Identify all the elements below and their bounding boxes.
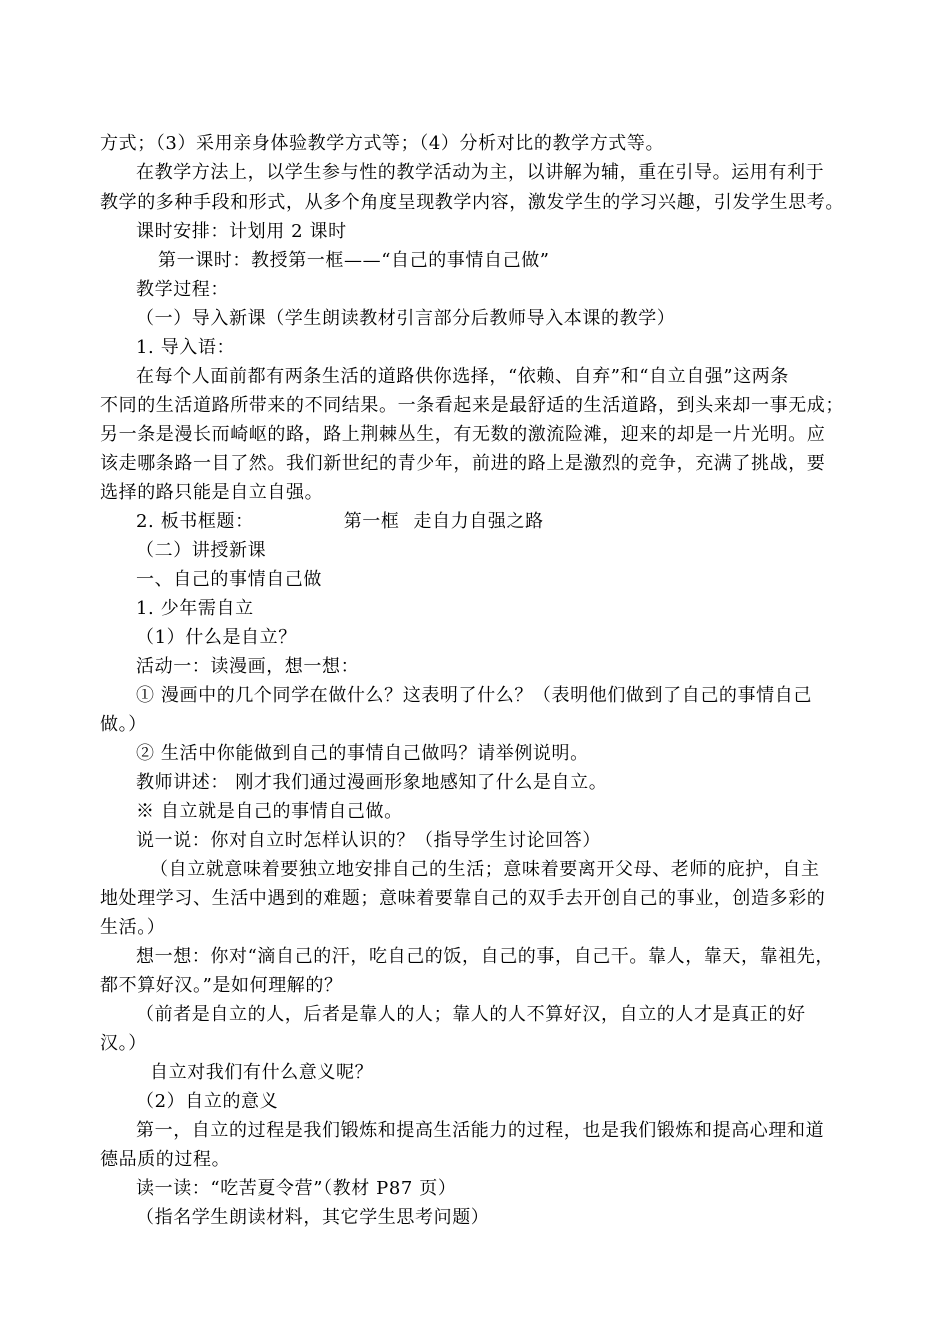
- text-line: 一、自己的事情自己做: [136, 569, 322, 590]
- text-line: 第一，自立的过程是我们锻炼和提高生活能力的过程，也是我们锻炼和提高心理和道: [136, 1120, 825, 1141]
- text-line: 不同的生活道路所带来的不同结果。一条看起来是最舒适的生活道路，到头来却一事无成；: [100, 395, 844, 416]
- text-line: （二）讲授新课: [136, 540, 267, 561]
- text-line: 汉。）: [100, 1033, 147, 1054]
- text-line: 1. 少年需自立: [136, 598, 254, 619]
- text-line: 都不算好汉。”是如何理解的？: [100, 975, 343, 996]
- text-line: 自立对我们有什么意义呢？: [150, 1062, 374, 1083]
- text-line: 教师讲述： 刚才我们通过漫画形象地感知了什么是自立。: [136, 772, 608, 793]
- text-line: 在每个人面前都有两条生活的道路供你选择，“依赖、自弃”和“自立自强”这两条: [136, 366, 790, 387]
- frame-number: 第一框: [343, 511, 400, 532]
- text-line: 另一条是漫长而崎岖的路，路上荆棘丛生，有无数的激流险滩，迎来的却是一片光明。应: [100, 424, 826, 445]
- text-line: （一）导入新课（学生朗读教材引言部分后教师导入本课的教学）: [136, 308, 676, 329]
- text-line: 生活。）: [100, 917, 166, 938]
- text-line: 在教学方法上，以学生参与性的教学活动为主，以讲解为辅，重在引导。运用有利于: [136, 162, 825, 183]
- text-line: 读一读：“吃苦夏令营”（教材 P87 页）: [136, 1178, 457, 1199]
- frame-title: 走自力自强之路: [413, 511, 544, 532]
- text-line: 地处理学习、生活中遇到的难题；意味着要靠自己的双手去开创自己的事业，创造多彩的: [100, 888, 826, 909]
- text-line: （指名学生朗读材料，其它学生思考问题）: [136, 1207, 490, 1228]
- text-line: （1）什么是自立？: [136, 627, 297, 648]
- text-line: （2）自立的意义: [136, 1091, 279, 1112]
- text-line: 德品质的过程。: [100, 1149, 231, 1170]
- text-line: （自立就意味着要独立地安排自己的生活；意味着要离开父母、老师的庇护，自主: [150, 859, 820, 880]
- board-heading-label: 2. 板书框题：: [136, 511, 254, 532]
- text-line: 该走哪条路一目了然。我们新世纪的青少年，前进的路上是激烈的竞争，充满了挑战，要: [100, 453, 826, 474]
- text-line: 教学的多种手段和形式，从多个角度呈现教学内容，激发学生的学习兴趣，引发学生思考。: [100, 192, 844, 213]
- text-line: 方式；（3）采用亲身体验教学方式等；（4）分析对比的教学方式等。: [100, 133, 665, 154]
- text-line: 选择的路只能是自立自强。: [100, 482, 324, 503]
- text-line: 做。）: [100, 714, 147, 735]
- text-line: 1. 导入语：: [136, 337, 236, 358]
- heading-line: [136, 511, 544, 533]
- text-line: （前者是自立的人，后者是靠人的人；靠人的人不算好汉，自立的人才是真正的好: [136, 1004, 806, 1025]
- text-line: 第一课时：教授第一框——“自己的事情自己做”: [158, 250, 550, 271]
- text-line: 教学过程：: [136, 279, 229, 300]
- text-line: 活动一：读漫画，想一想：: [136, 656, 360, 677]
- text-line: 说一说：你对自立时怎样认识的？（指导学生讨论回答）: [136, 830, 601, 851]
- text-line: ※ 自立就是自己的事情自己做。: [136, 801, 403, 822]
- text-line: ① 漫画中的几个同学在做什么？这表明了什么？（表明他们做到了自己的事情自己: [136, 685, 812, 706]
- text-line: 课时安排：计划用 2 课时: [136, 221, 347, 242]
- text-line: ② 生活中你能做到自己的事情自己做吗？请举例说明。: [136, 743, 589, 764]
- text-line: 想一想：你对“滴自己的汗，吃自己的饭，自己的事，自己干。靠人，靠天，靠祖先，: [136, 946, 834, 967]
